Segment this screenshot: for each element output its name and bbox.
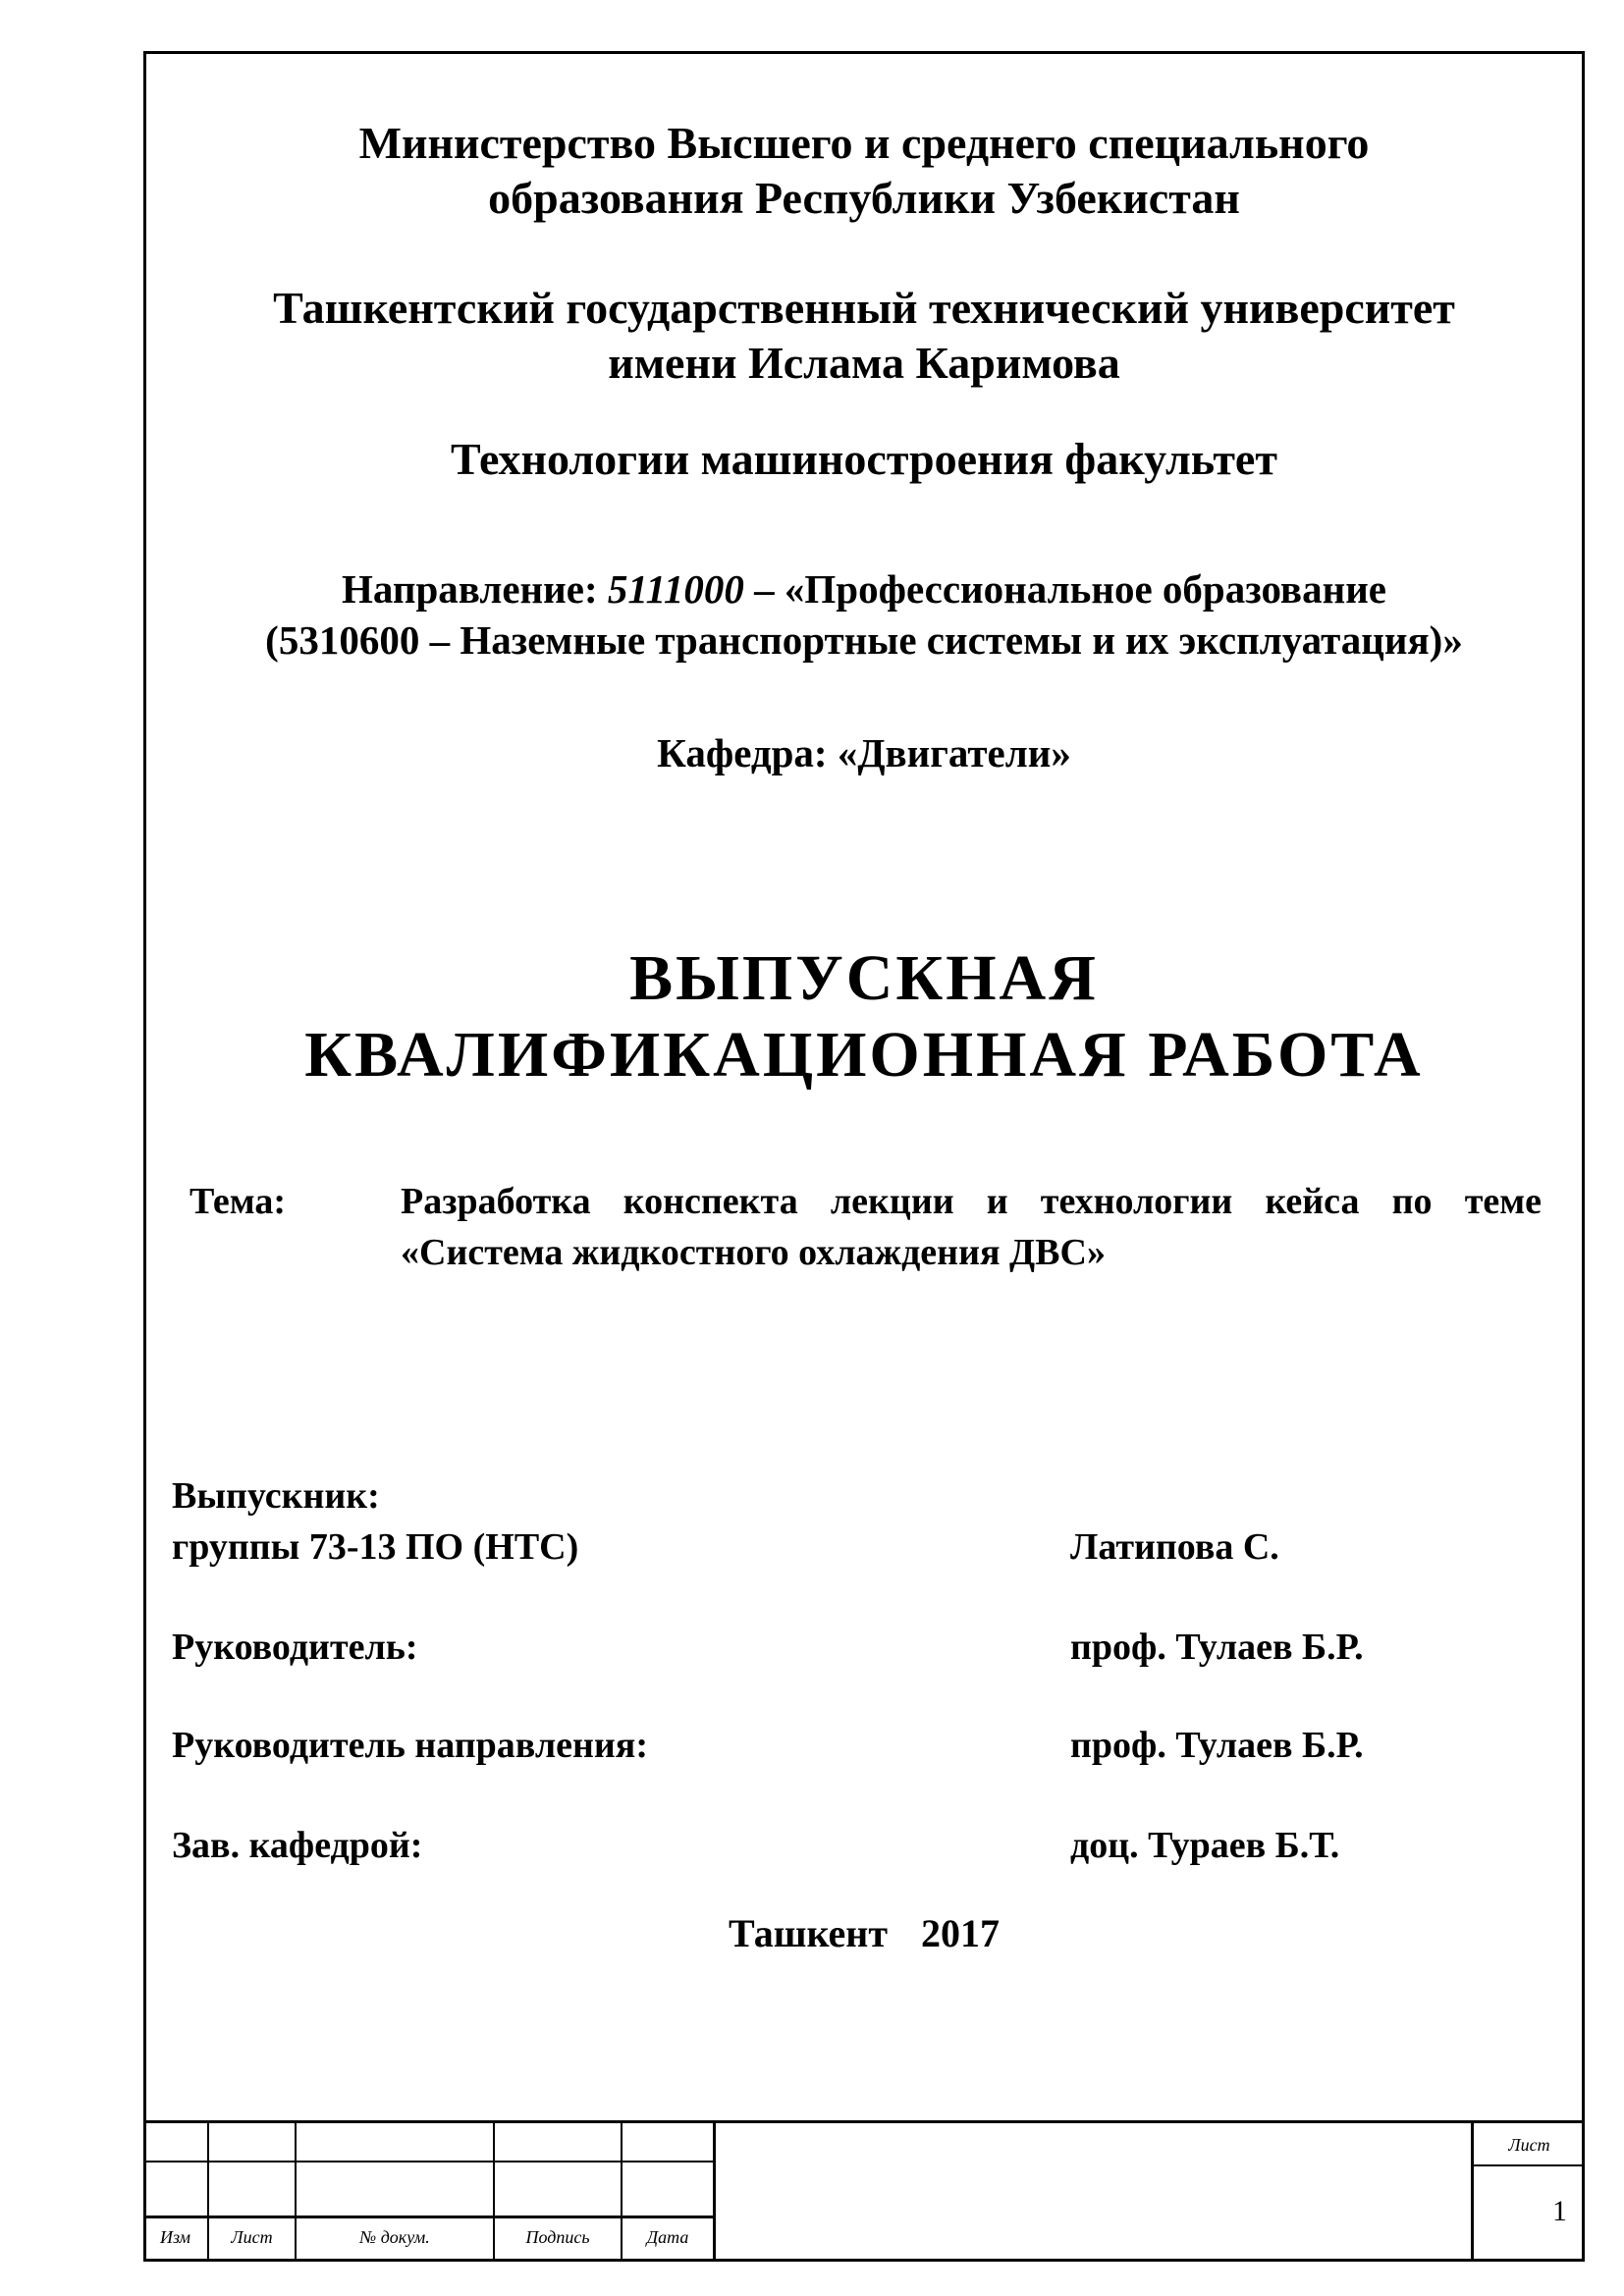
university-line-2: имени Ислама Каримова <box>608 338 1120 388</box>
year: 2017 <box>920 1911 1000 1955</box>
dept-head-name: доц. Тураев Б.Т. <box>1070 1825 1340 1866</box>
dept-head-label: Зав. кафедрой: <box>172 1825 423 1866</box>
title-line-2: КВАЛИФИКАЦИОННАЯ РАБОТА <box>304 1019 1424 1091</box>
direction-code: 5111000 <box>607 566 744 612</box>
theme-text: Разработка конспекта лекции и технологии кейса по теме «Система жидкостного охлаждения ДВС» <box>401 1181 1542 1273</box>
direction-head-label: Руководитель направления: <box>172 1725 649 1766</box>
stamp-izm: Изм <box>159 2227 191 2247</box>
stamp-sheet-number: 1 <box>1552 2195 1567 2227</box>
direction-label: Направление: <box>341 566 608 612</box>
direction-block <box>143 563 1585 666</box>
city: Ташкент <box>729 1911 888 1955</box>
department-heading: Кафедра: «Двигатели» <box>657 730 1071 775</box>
direction-head-name: проф. Тулаев Б.Р. <box>1070 1725 1364 1766</box>
title-block-stamp <box>143 2120 1585 2262</box>
graduate-group: группы 73-13 ПО (НТС) <box>172 1526 579 1568</box>
university-heading <box>143 281 1585 391</box>
direction-rest: – «Профессиональное образование <box>743 566 1387 612</box>
stamp-sheet-label: Лист <box>1508 2135 1550 2155</box>
stamp-list: Лист <box>231 2227 273 2247</box>
graduate-name: Латипова С. <box>1070 1526 1279 1568</box>
stamp-date: Дата <box>646 2227 689 2247</box>
supervisor-label: Руководитель: <box>172 1627 418 1668</box>
university-line-1: Ташкентский государственный технический университет <box>273 283 1455 333</box>
document-title <box>143 940 1585 1094</box>
direction-line-1 <box>143 563 1585 614</box>
city-year <box>143 1908 1585 1959</box>
stamp-doc-no: № докум. <box>359 2227 430 2247</box>
ministry-heading <box>143 116 1585 226</box>
title-line-1: ВЫПУСКНАЯ <box>629 942 1099 1014</box>
faculty-heading: Технологии машиностроения факультет <box>451 434 1277 484</box>
stamp-signature: Подпись <box>525 2227 590 2247</box>
supervisor-name: проф. Тулаев Б.Р. <box>1070 1627 1364 1668</box>
theme-label: Тема: <box>189 1181 287 1222</box>
graduate-label: Выпускник: <box>172 1475 380 1517</box>
ministry-line-1: Министерство Высшего и среднего специального <box>358 118 1370 168</box>
ministry-line-2: образования Республики Узбекистан <box>488 173 1240 223</box>
direction-line-2: (5310600 – Наземные транспортные системы и их эксплуатация)» <box>265 617 1463 663</box>
